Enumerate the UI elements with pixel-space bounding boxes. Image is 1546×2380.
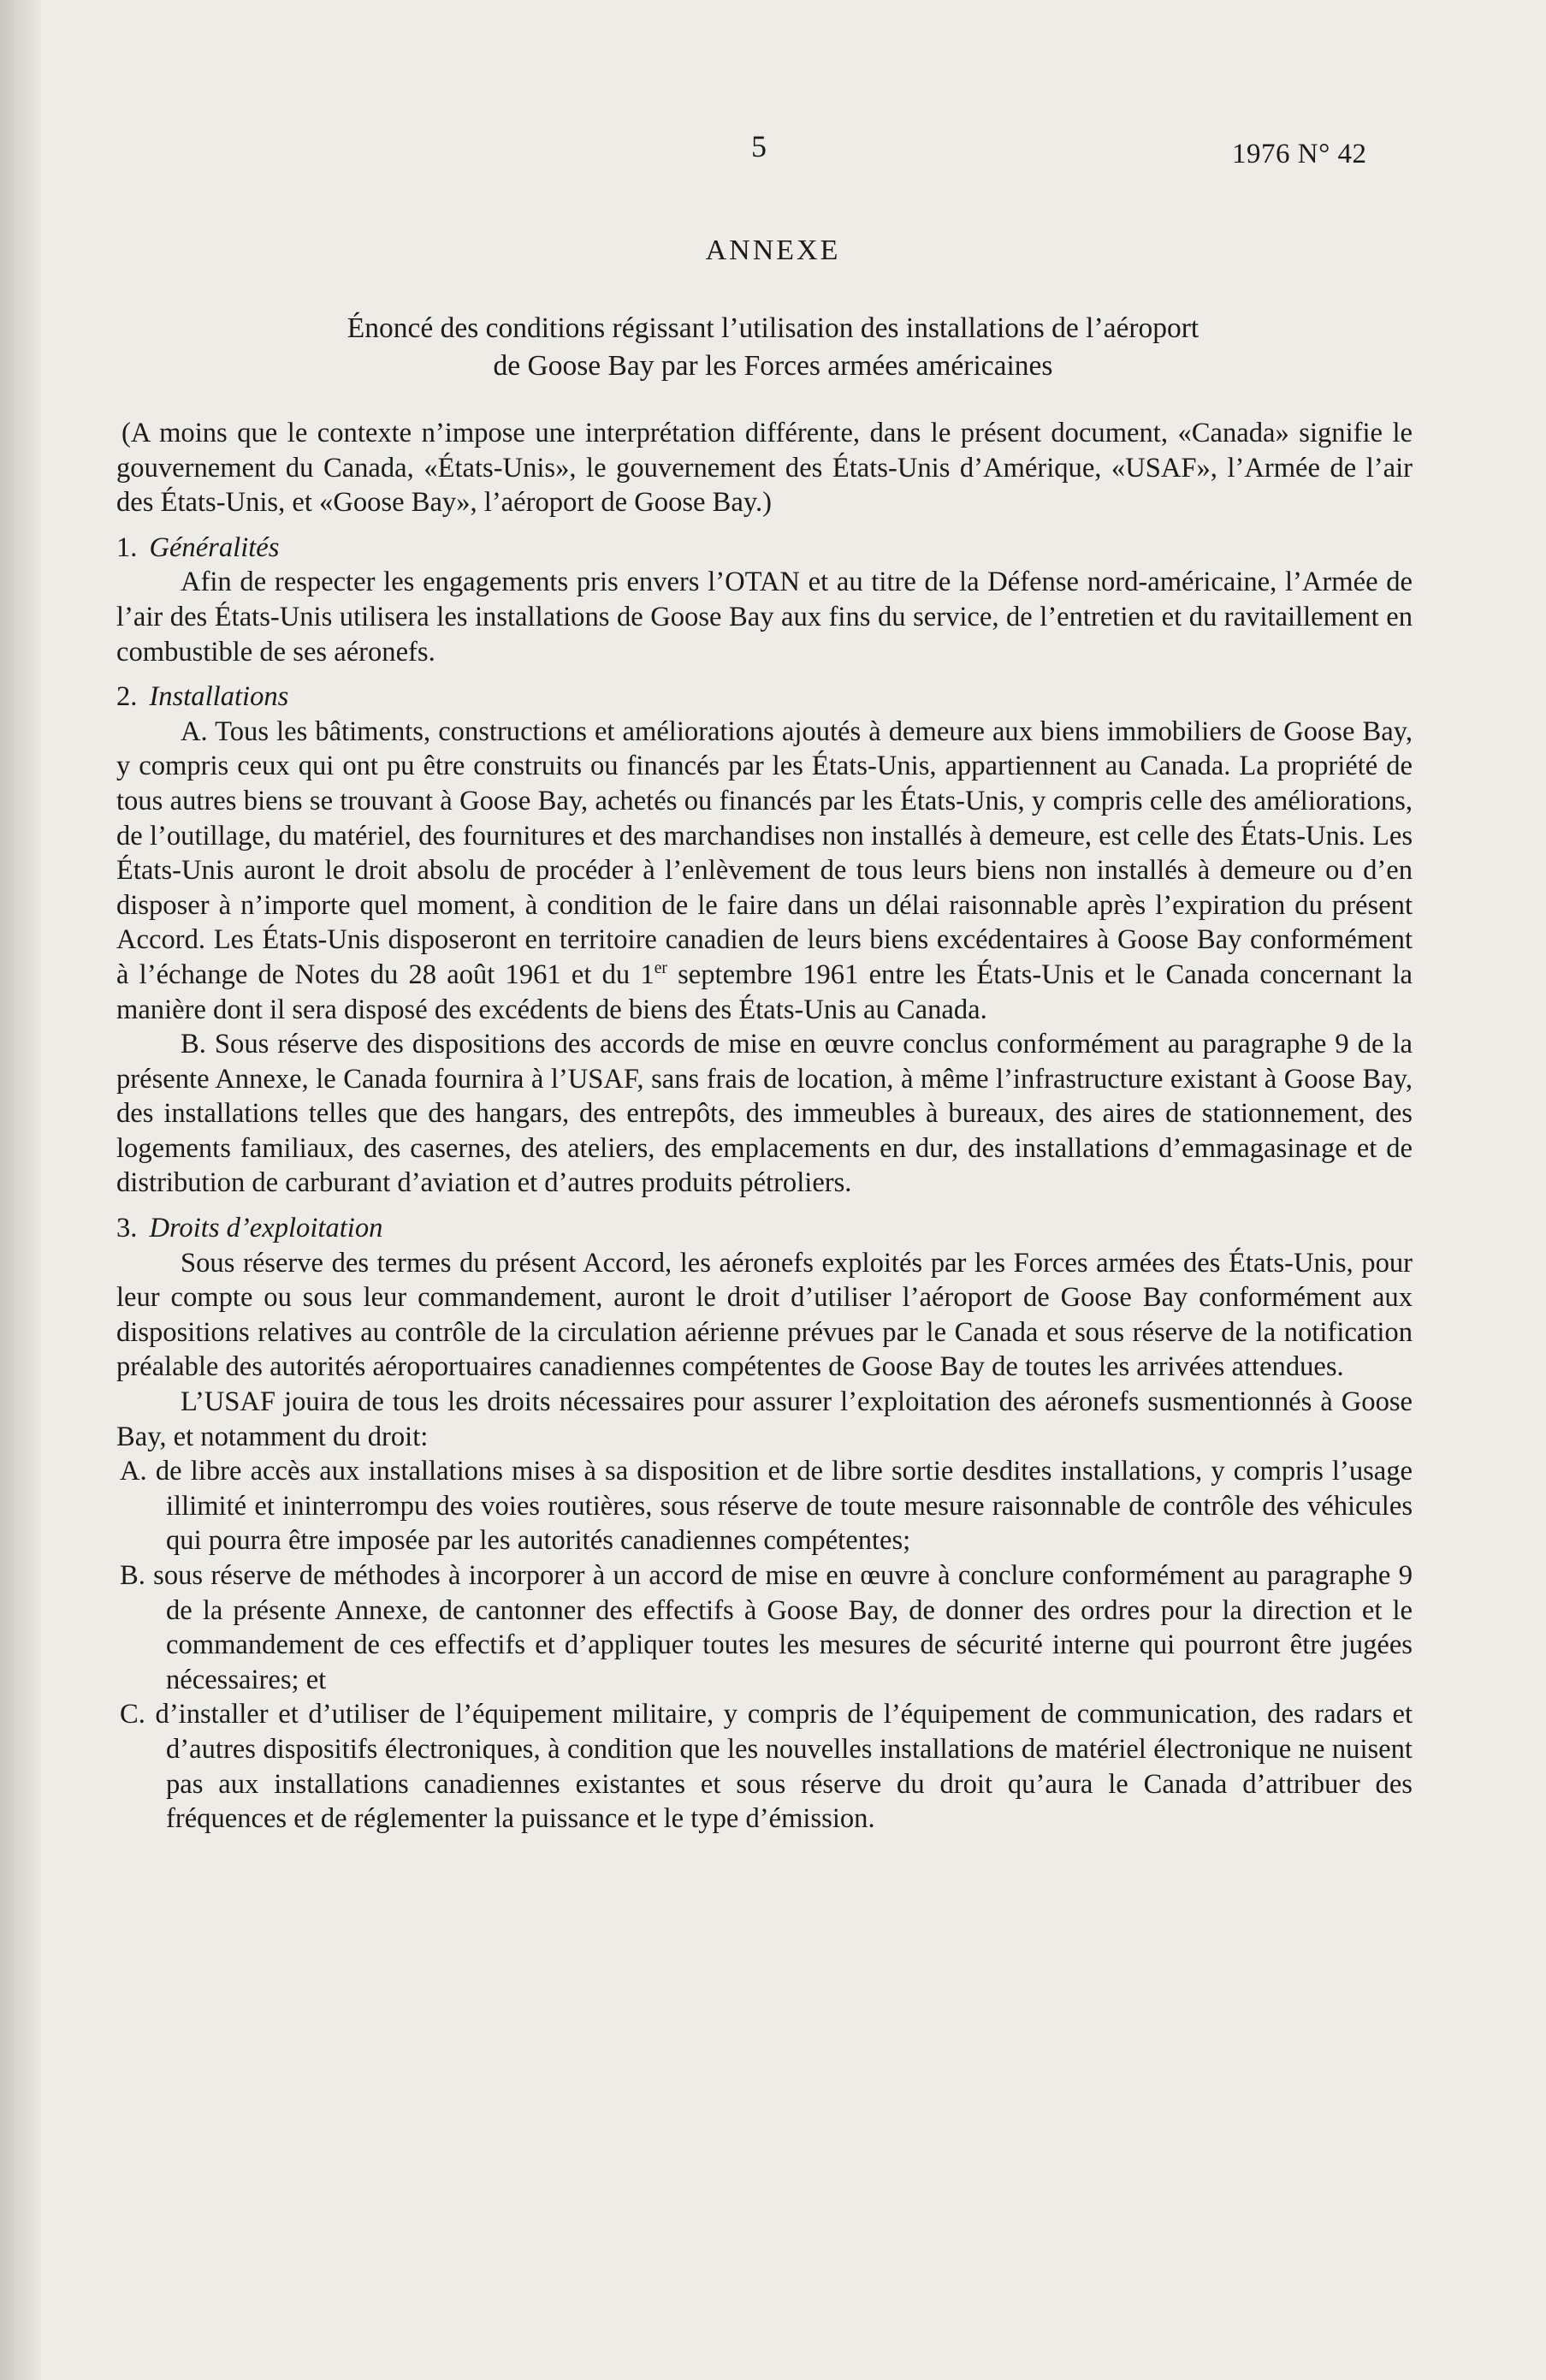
section-3-paragraph-2: L’USAF jouira de tous les droits nécessaires pour assurer l’exploitation des aéronefs susmentionnés à Goose Bay, et notamment du droit: [116,1386,1413,1452]
section-3-item-c: C. d’installer et d’utiliser de l’équipement militaire, y compris de l’équipement de communication, des radars et d’autres dispositifs électroniques, à condition que les nouvelles installations de matériel électronique ne nuisent pas aux installations canadiennes existantes et sous réserve du droit qu’aura le Canada d’attribuer des fréquences et de réglementer la puissance et le type d’émission. [120,1699,1413,1835]
document-reference: 1976 N° 42 [1232,139,1367,169]
section-1-number: 1. [116,531,138,563]
page-binding-edge [0,0,41,2380]
section-2-title-text: Installations [149,681,289,713]
section-3-item-b: B. sous réserve de méthodes à incorporer à un accord de mise en œuvre à conclure conformément au paragraphe 9 de la présente Annexe, de cantonner des effectifs à Goose Bay, de donner des ordres pour la direction et le commandement de ces effectifs et d’appliquer toutes les mesures de sécurité interne qui pourront être jugées nécessaires; et [120,1560,1413,1695]
section-2-number: 2. [116,681,138,713]
section-3-title [116,1211,1413,1246]
page-number: 5 [751,129,767,163]
section-2-title [116,680,1413,715]
section-3-paragraph-1: Sous réserve des termes du présent Accord, les aéronefs exploités par les Forces armées des États-Unis, pour leur compte ou sous leur commandement, auront le droit d’utiliser l’aéroport de Goose Bay conformément aux dispositions relatives au contrôle de la circulation aérienne prévues par le Canada et sous réserve de la notification préalable des autorités aéroportuaires canadiennes compétentes de Goose Bay de toutes les arrivées attendues. [116,1247,1413,1383]
section-2-paragraph-a [116,715,1413,1027]
section-3-number: 3. [116,1213,138,1244]
annex-title: ANNEXE [705,234,841,266]
heading-line-2: de Goose Bay par les Forces armées américaines [493,350,1053,382]
section-3-title-text: Droits d’exploitation [149,1213,383,1244]
section-2-a-part-2: septembre 1961 entre les États-Unis et le Canada concernant la manière dont il sera disposé des excédents de biens des États-Unis au Canada. [116,959,1413,1025]
section-2-paragraph-b: B. Sous réserve des dispositions des accords de mise en œuvre conclus conformément au paragraphe 9 de la présente Annexe, le Canada fournira à l’USAF, sans frais de location, à même l’infrastructure existant à Goose Bay, des installations telles que des hangars, des entrepôts, des immeubles à bureaux, des aires de stationnement, des logements familiaux, des casernes, des ateliers, des emplacements en dur, des installations d’emmagasinage et de distribution de carburant d’aviation et d’autres produits pétroliers. [116,1029,1413,1199]
section-1-title [116,531,1413,566]
intro-paragraph: (A moins que le contexte n’impose une interprétation différente, dans le présent document, «Canada» signifie le gouvernement du Canada, «États-Unis», le gouvernement des États-Unis d’Amérique, «USAF», l’Armée de l’air des États-Unis, et «Goose Bay», l’aéroport de Goose Bay.) [116,418,1413,519]
section-1-paragraph: Afin de respecter les engagements pris envers l’OTAN et au titre de la Défense nord-américaine, l’Armée de l’air des États-Unis utilisera les installations de Goose Bay aux fins du service, de l’entretien et du ravitaillement en combustible de ses aéronefs. [116,567,1413,668]
section-2-a-superscript: er [654,959,667,978]
section-2-a-part-1: A. Tous les bâtiments, constructions et améliorations ajoutés à demeure aux biens immobiliers de Goose Bay, y compris ceux qui ont pu être construits ou financés par les États-Unis, appartiennent au Canada. La propriété de tous autres biens se trouvant à Goose Bay, achetés ou financés par les États-Unis, y compris celle des améliorations, de l’outillage, du matériel, des fournitures et des marchandises non installés à demeure, est celle des États-Unis. Les États-Unis auront le droit absolu de procéder à l’enlèvement de tous leurs biens non installés à demeure ou d’en disposer à n’importe quel moment, à condition de le faire dans un délai raisonnable après l’expiration du présent Accord. Les États-Unis disposeront en territoire canadien de leurs biens excédentaires à Goose Bay conformément à l’échange de Notes du 28 août 1961 et du 1 [116,715,1413,990]
document-body [116,416,1413,1837]
section-1-title-text: Généralités [149,531,280,563]
section-3-item-a: A. de libre accès aux installations mises à sa disposition et de libre sortie desdites installations, y compris l’usage illimité et ininterrompu des voies routières, sous réserve de toute mesure raisonnable de contrôle des véhicules qui pourra être imposée par les autorités canadiennes compétentes; [120,1456,1413,1557]
heading-line-1: Énoncé des conditions régissant l’utilisation des installations de l’aéroport [347,312,1199,344]
document-heading [120,310,1426,385]
